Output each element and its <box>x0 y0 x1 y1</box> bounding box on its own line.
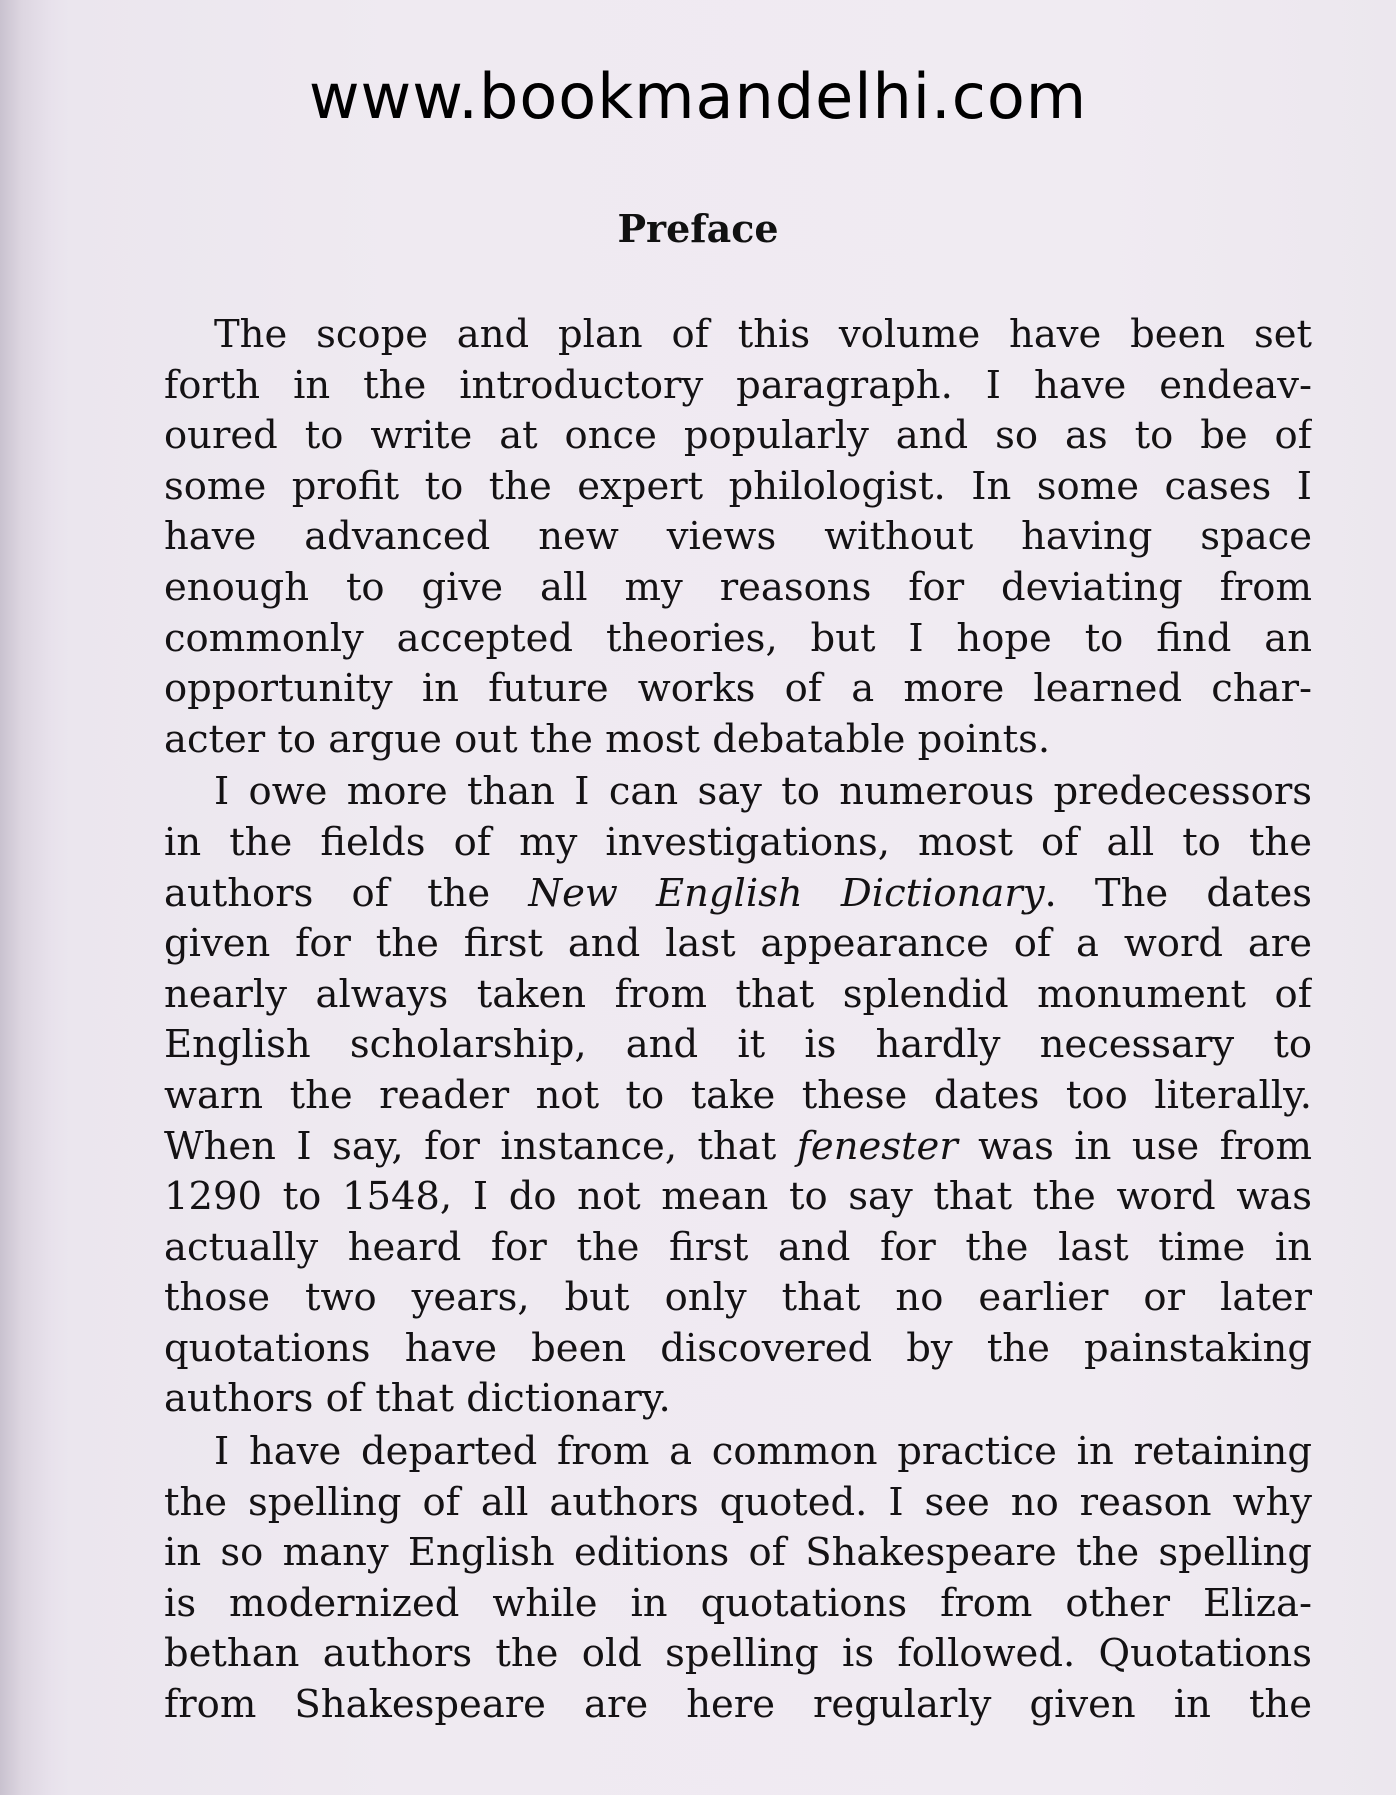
text-line: quotations have been discovered by the painstaking <box>164 1325 1312 1371</box>
watermark-url: www.bookmandelhi.com <box>308 60 1088 133</box>
text-line: English scholarship, and it is hardly necessary to <box>164 1022 1312 1068</box>
text-line: given for the first and last appearance of a word are <box>164 921 1312 967</box>
italic-title: New English Dictionary <box>528 870 1045 916</box>
paragraph-3 <box>164 1427 1312 1731</box>
paragraph-2 <box>164 767 1312 1425</box>
text-line: I have departed from a common practice in retaining <box>214 1429 1312 1475</box>
text-line: oured to write at once popularly and so as to be of <box>164 413 1312 459</box>
text-line: forth in the introductory paragraph. I have endeav- <box>164 362 1312 408</box>
text-line: 1290 to 1548, I do not mean to say that the word was <box>164 1174 1312 1220</box>
text-line: bethan authors the old spelling is followed. Quotations <box>164 1631 1312 1677</box>
text-line: have advanced new views without having space <box>164 514 1312 560</box>
text-line: authors of that dictionary. <box>164 1376 671 1422</box>
text-line: is modernized while in quotations from other Eliza- <box>164 1580 1312 1626</box>
text-line: When I say, for instance, that fenester was in use from <box>164 1123 1312 1169</box>
text-line: opportunity in future works of a more learned char- <box>164 666 1312 712</box>
text-line: warn the reader not to take these dates too literally. <box>164 1072 1312 1118</box>
text-line: I owe more than I can say to numerous predecessors <box>214 769 1312 815</box>
text-line: actually heard for the first and for the last time in <box>164 1224 1312 1270</box>
text-line: the spelling of all authors quoted. I see no reason why <box>164 1479 1312 1525</box>
text-line: in the fields of my investigations, most of all to the <box>164 819 1312 865</box>
text-line: from Shakespeare are here regularly given in the <box>164 1682 1312 1728</box>
text-line: authors of the New English Dictionary. The dates <box>164 870 1312 916</box>
text-line: in so many English editions of Shakespeare the spelling <box>164 1530 1312 1576</box>
text-line: enough to give all my reasons for deviating from <box>164 564 1312 610</box>
preface-body <box>164 310 1312 1731</box>
paragraph-1 <box>164 310 1312 765</box>
page-title: Preface <box>617 206 779 251</box>
italic-word: fenester <box>796 1123 958 1169</box>
text-line: some profit to the expert philologist. In some cases I <box>164 463 1312 509</box>
text-line: acter to argue out the most debatable points. <box>164 716 1051 762</box>
text-line: those two years, but only that no earlier or later <box>164 1275 1312 1321</box>
text-line: The scope and plan of this volume have been set <box>214 312 1312 357</box>
text-line: commonly accepted theories, but I hope to find an <box>164 615 1312 661</box>
text-line: nearly always taken from that splendid monument of <box>164 971 1312 1017</box>
